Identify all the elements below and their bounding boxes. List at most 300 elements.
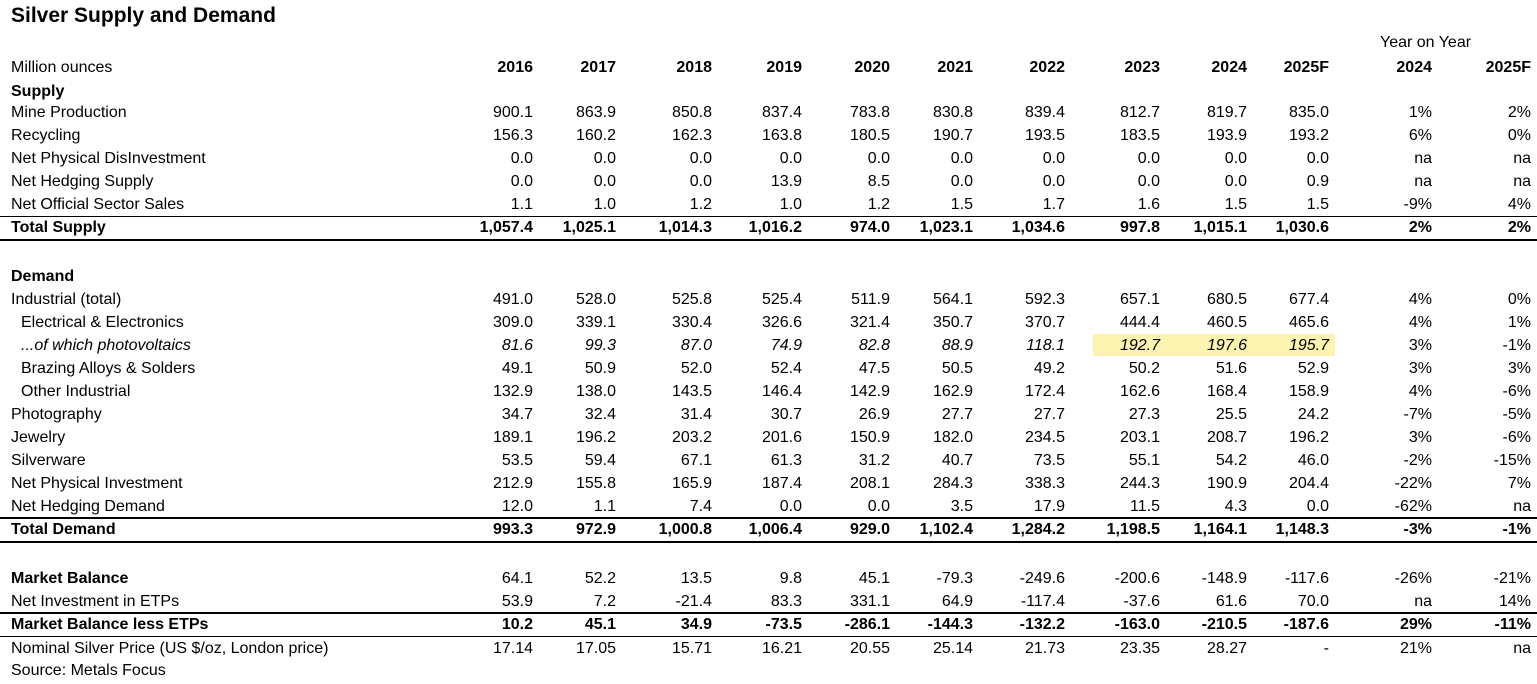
- row-label: Photography: [11, 406, 102, 423]
- table-cell: 32.4: [584, 406, 616, 423]
- yoy-cell: na: [1513, 173, 1531, 190]
- table-cell: 525.4: [761, 291, 802, 308]
- table-cell: 7.2: [593, 593, 616, 610]
- table-cell: 52.4: [770, 360, 802, 377]
- table-cell: 677.4: [1288, 291, 1329, 308]
- table-cell: 45.1: [584, 616, 616, 633]
- yoy-cell: -9%: [1403, 196, 1432, 213]
- table-cell: -144.3: [927, 616, 973, 633]
- table-cell: 331.1: [849, 593, 890, 610]
- table-cell: 74.9: [770, 337, 802, 354]
- table-cell: 52.2: [584, 570, 616, 587]
- table-cell: 0.0: [779, 150, 802, 167]
- yoy-cell: -22%: [1394, 475, 1432, 492]
- table-cell: 203.2: [671, 429, 712, 446]
- table-cell: 330.4: [671, 314, 712, 331]
- table-cell: 491.0: [492, 291, 533, 308]
- yoy-cell: 3%: [1408, 360, 1432, 377]
- yoy-cell: na: [1513, 150, 1531, 167]
- column-header-yoy: 2025F: [1485, 59, 1531, 76]
- row-label: Total Demand: [11, 521, 116, 538]
- table-cell: 155.8: [575, 475, 616, 492]
- table-cell: 835.0: [1288, 104, 1329, 121]
- table-cell: 193.9: [1206, 127, 1247, 144]
- table-cell: 143.5: [671, 383, 712, 400]
- yoy-cell: na: [1414, 593, 1432, 610]
- yoy-cell: -1%: [1502, 521, 1531, 538]
- yoy-cell: -2%: [1403, 452, 1432, 469]
- table-cell: 87.0: [680, 337, 712, 354]
- table-cell: 0.0: [1042, 173, 1065, 190]
- table-row-photography: [0, 403, 1537, 426]
- column-header-year: 2022: [1029, 59, 1065, 76]
- yoy-cell: 4%: [1408, 291, 1432, 308]
- table-cell: 26.9: [858, 406, 890, 423]
- table-cell: -117.4: [1020, 593, 1065, 610]
- table-cell: 52.0: [680, 360, 712, 377]
- table-cell: 993.3: [492, 521, 533, 538]
- table-cell: 17.05: [575, 640, 616, 657]
- table-row-net-investment-in-etps: [0, 590, 1537, 613]
- column-header-yoy: 2024: [1396, 59, 1432, 76]
- yoy-cell: na: [1414, 173, 1432, 190]
- table-cell: 284.3: [932, 475, 973, 492]
- table-cell: 162.9: [932, 383, 973, 400]
- table-cell: 900.1: [492, 104, 533, 121]
- table-row-nominal-silver-price-us-oz-london-price: [0, 637, 1537, 660]
- table-cell: 339.1: [575, 314, 616, 331]
- table-cell: 1.7: [1042, 196, 1065, 213]
- yoy-cell: -7%: [1403, 406, 1432, 423]
- column-header-year: 2018: [676, 59, 712, 76]
- table-cell: -210.5: [1201, 616, 1247, 633]
- table-row-supply: [0, 80, 1537, 103]
- yoy-cell: na: [1513, 498, 1531, 515]
- column-header-year: 2020: [854, 59, 890, 76]
- column-header-year: 2021: [937, 59, 973, 76]
- yoy-cell: 1%: [1507, 314, 1531, 331]
- row-label: Industrial (total): [11, 291, 122, 308]
- table-cell: 156.3: [492, 127, 533, 144]
- yoy-cell: 0%: [1507, 127, 1531, 144]
- table-cell: 370.7: [1024, 314, 1065, 331]
- row-label: Net Physical Investment: [11, 475, 183, 492]
- table-cell: -163.0: [1114, 616, 1160, 633]
- table-cell: 20.55: [849, 640, 890, 657]
- yoy-cell: 14%: [1498, 593, 1531, 610]
- table-cell: 929.0: [849, 521, 890, 538]
- yoy-cell: 6%: [1408, 127, 1432, 144]
- table-cell: 83.3: [770, 593, 802, 610]
- row-label: Supply: [11, 83, 65, 100]
- table-cell: 189.1: [492, 429, 533, 446]
- table-cell: 1,030.6: [1275, 219, 1329, 236]
- table-cell: 187.4: [761, 475, 802, 492]
- table-cell: 234.5: [1024, 429, 1065, 446]
- yoy-cell: 7%: [1507, 475, 1531, 492]
- table-cell: 45.1: [858, 570, 890, 587]
- yoy-cell: na: [1513, 640, 1531, 657]
- table-cell: 50.5: [941, 360, 973, 377]
- table-cell: 1,023.1: [919, 219, 973, 236]
- table-cell: 12.0: [501, 498, 533, 515]
- table-cell: 34.7: [501, 406, 533, 423]
- table-cell: 850.8: [671, 104, 712, 121]
- row-label: Other Industrial: [21, 383, 131, 400]
- table-cell: 190.7: [932, 127, 973, 144]
- table-cell: 88.9: [941, 337, 973, 354]
- table-cell: 165.9: [671, 475, 712, 492]
- header-row: [0, 56, 1537, 79]
- table-cell: 350.7: [932, 314, 973, 331]
- table-row-total-demand: [0, 518, 1537, 541]
- table-row-net-physical-investment: [0, 472, 1537, 495]
- yoy-cell: -21%: [1493, 570, 1531, 587]
- table-cell: 61.3: [770, 452, 802, 469]
- table-cell: 244.3: [1119, 475, 1160, 492]
- table-row-brazing-alloys-solders: [0, 357, 1537, 380]
- row-label: Net Hedging Demand: [11, 498, 165, 515]
- table-cell: 0.0: [510, 173, 533, 190]
- table-cell: -286.1: [844, 616, 890, 633]
- table-cell: 1.6: [1137, 196, 1160, 213]
- table-cell: 1,164.1: [1193, 521, 1247, 538]
- table-cell: 338.3: [1024, 475, 1065, 492]
- table-cell: 525.8: [671, 291, 712, 308]
- row-label: Silverware: [11, 452, 86, 469]
- table-cell: 73.5: [1033, 452, 1065, 469]
- table-cell: 680.5: [1206, 291, 1247, 308]
- table-cell: 0.0: [593, 150, 616, 167]
- table-cell: 70.0: [1297, 593, 1329, 610]
- table-cell: 1.0: [779, 196, 802, 213]
- table-cell: 326.6: [761, 314, 802, 331]
- table-cell: 64.1: [501, 570, 533, 587]
- yoy-cell: 3%: [1408, 337, 1432, 354]
- table-cell: 0.0: [689, 150, 712, 167]
- table-cell: 1,148.3: [1275, 521, 1329, 538]
- table-divider: [0, 216, 1537, 217]
- table-cell: 208.1: [849, 475, 890, 492]
- yoy-cell: 21%: [1399, 640, 1432, 657]
- table-cell: 1.2: [689, 196, 712, 213]
- table-cell: 0.0: [510, 150, 533, 167]
- table-cell: 0.0: [689, 173, 712, 190]
- table-cell: 1.2: [867, 196, 890, 213]
- column-header-year: 2016: [497, 59, 533, 76]
- table-cell: 183.5: [1119, 127, 1160, 144]
- table-row-electrical-electronics: [0, 311, 1537, 334]
- table-cell: 0.0: [1042, 150, 1065, 167]
- table-cell: -187.6: [1283, 616, 1329, 633]
- table-row-other-industrial: [0, 380, 1537, 403]
- table-row-market-balance: [0, 567, 1537, 590]
- table-cell: 47.5: [858, 360, 890, 377]
- table-cell: 15.71: [671, 640, 712, 657]
- yoy-cell: 2%: [1507, 104, 1531, 121]
- table-cell: 49.2: [1033, 360, 1065, 377]
- table-cell: 21.73: [1024, 640, 1065, 657]
- table-cell: 460.5: [1206, 314, 1247, 331]
- table-cell: 528.0: [575, 291, 616, 308]
- table-cell: 25.14: [932, 640, 973, 657]
- table-cell: 465.6: [1288, 314, 1329, 331]
- table-cell: 4.3: [1224, 498, 1247, 515]
- table-cell: -132.2: [1019, 616, 1065, 633]
- table-cell: 1,015.1: [1193, 219, 1247, 236]
- table-cell: 193.2: [1288, 127, 1329, 144]
- table-cell: 40.7: [941, 452, 973, 469]
- table-cell: 1.1: [593, 498, 616, 515]
- table-cell: 819.7: [1206, 104, 1247, 121]
- column-header-year: 2017: [580, 59, 616, 76]
- table-row-of-which-photovoltaics: [0, 334, 1537, 357]
- table-cell: 146.4: [761, 383, 802, 400]
- row-label: ...of which photovoltaics: [21, 337, 191, 354]
- row-label: Brazing Alloys & Solders: [21, 360, 196, 377]
- row-label: Market Balance: [11, 570, 129, 587]
- row-label: Net Investment in ETPs: [11, 593, 180, 610]
- row-label: Net Physical DisInvestment: [11, 150, 206, 167]
- table-cell: 1.5: [1224, 196, 1247, 213]
- yoy-cell: 29%: [1399, 616, 1432, 633]
- table-cell: -73.5: [765, 616, 802, 633]
- yoy-cell: 4%: [1507, 196, 1531, 213]
- table-cell: 13.5: [680, 570, 712, 587]
- row-label: Net Hedging Supply: [11, 173, 154, 190]
- table-cell: 99.3: [584, 337, 616, 354]
- table-cell: 82.8: [858, 337, 890, 354]
- table-cell: 180.5: [849, 127, 890, 144]
- table-cell: 34.9: [680, 616, 712, 633]
- yoy-cell: 4%: [1408, 314, 1432, 331]
- table-row-market-balance-less-etps: [0, 613, 1537, 636]
- table-row-silverware: [0, 449, 1537, 472]
- table-cell: 17.9: [1033, 498, 1065, 515]
- yoy-cell: 4%: [1408, 383, 1432, 400]
- table-cell: 54.2: [1215, 452, 1247, 469]
- yoy-cell: -11%: [1494, 616, 1531, 633]
- table-cell: 863.9: [575, 104, 616, 121]
- table-cell: 162.3: [671, 127, 712, 144]
- table-cell: 0.0: [1137, 150, 1160, 167]
- table-cell: -200.6: [1114, 570, 1160, 587]
- table-cell: 0.0: [779, 498, 802, 515]
- table-divider: [0, 517, 1537, 519]
- table-row-net-physical-disinvestment: [0, 147, 1537, 170]
- table-cell: 1,000.8: [658, 521, 712, 538]
- yoy-cell: 0%: [1507, 291, 1531, 308]
- table-cell: 150.9: [849, 429, 890, 446]
- table-cell: -: [1323, 640, 1329, 657]
- table-cell: 50.2: [1128, 360, 1160, 377]
- table-row-total-supply: [0, 216, 1537, 239]
- table-cell: 1.5: [1306, 196, 1329, 213]
- yoy-cell: 3%: [1408, 429, 1432, 446]
- table-cell: 52.9: [1297, 360, 1329, 377]
- table-cell: 972.9: [575, 521, 616, 538]
- yoy-cell: -26%: [1394, 570, 1432, 587]
- source-note: Source: Metals Focus: [11, 662, 166, 679]
- table-cell: 28.27: [1206, 640, 1247, 657]
- table-cell: 27.7: [1033, 406, 1065, 423]
- table-cell: 24.2: [1297, 406, 1329, 423]
- table-cell: 1.5: [950, 196, 973, 213]
- table-cell: 16.21: [761, 640, 802, 657]
- table-cell: 172.4: [1024, 383, 1065, 400]
- yoy-cell: na: [1414, 150, 1432, 167]
- table-cell: 0.9: [1306, 173, 1329, 190]
- yoy-cell: -1%: [1502, 337, 1531, 354]
- table-cell: 197.6: [1206, 337, 1247, 354]
- table-cell: 657.1: [1119, 291, 1160, 308]
- table-cell: 1,034.6: [1011, 219, 1065, 236]
- table-cell: 3.5: [950, 498, 973, 515]
- row-label: Market Balance less ETPs: [11, 616, 209, 633]
- table-cell: 160.2: [575, 127, 616, 144]
- table-row-jewelry: [0, 426, 1537, 449]
- yoy-cell: -5%: [1502, 406, 1531, 423]
- table-cell: 17.14: [492, 640, 533, 657]
- table-cell: 997.8: [1119, 219, 1160, 236]
- table-cell: 190.9: [1206, 475, 1247, 492]
- row-label: Net Official Sector Sales: [11, 196, 185, 213]
- table-cell: -148.9: [1201, 570, 1247, 587]
- table-cell: 0.0: [867, 498, 890, 515]
- table-cell: 49.1: [501, 360, 533, 377]
- table-cell: 0.0: [1306, 498, 1329, 515]
- table-cell: 182.0: [932, 429, 973, 446]
- table-cell: 53.9: [501, 593, 533, 610]
- table-cell: 1,006.4: [748, 521, 802, 538]
- table-cell: 208.7: [1206, 429, 1247, 446]
- yoy-cell: -15%: [1493, 452, 1531, 469]
- table-cell: 53.5: [501, 452, 533, 469]
- column-header-year: 2025F: [1283, 59, 1329, 76]
- table-cell: 162.6: [1119, 383, 1160, 400]
- table-cell: 1,102.4: [919, 521, 973, 538]
- row-label: Demand: [11, 268, 75, 285]
- table-cell: -79.3: [936, 570, 973, 587]
- table-cell: 974.0: [849, 219, 890, 236]
- table-cell: 27.7: [941, 406, 973, 423]
- table-cell: 203.1: [1119, 429, 1160, 446]
- yoy-cell: 2%: [1408, 219, 1432, 236]
- table-row-net-hedging-demand: [0, 495, 1537, 518]
- table-cell: 168.4: [1206, 383, 1247, 400]
- row-label: Total Supply: [11, 219, 106, 236]
- table-cell: 13.9: [770, 173, 802, 190]
- table-row-recycling: [0, 124, 1537, 147]
- column-header-year: 2019: [766, 59, 802, 76]
- table-divider: [0, 636, 1537, 637]
- table-row-net-hedging-supply: [0, 170, 1537, 193]
- yoy-cell: -3%: [1403, 521, 1432, 538]
- table-cell: 25.5: [1215, 406, 1247, 423]
- row-label: Recycling: [11, 127, 81, 144]
- table-cell: 0.0: [1306, 150, 1329, 167]
- table-cell: 564.1: [932, 291, 973, 308]
- table-cell: 195.7: [1288, 337, 1329, 354]
- table-cell: 11.5: [1130, 498, 1160, 515]
- table-cell: 812.7: [1119, 104, 1160, 121]
- table-cell: -117.6: [1284, 570, 1329, 587]
- table-cell: 10.2: [501, 616, 533, 633]
- table-cell: 196.2: [575, 429, 616, 446]
- table-cell: 321.4: [849, 314, 890, 331]
- table-cell: 839.4: [1024, 104, 1065, 121]
- table-cell: 1,198.5: [1106, 521, 1160, 538]
- yoy-cell: 1%: [1408, 104, 1432, 121]
- table-divider: [0, 541, 1537, 543]
- table-cell: 1,025.1: [562, 219, 616, 236]
- table-cell: 23.35: [1119, 640, 1160, 657]
- table-cell: 59.4: [584, 452, 616, 469]
- units-label: Million ounces: [11, 59, 113, 76]
- table-cell: -249.6: [1019, 570, 1065, 587]
- table-cell: 0.0: [950, 173, 973, 190]
- row-label: Nominal Silver Price (US $/oz, London price): [11, 640, 329, 657]
- table-cell: 163.8: [761, 127, 802, 144]
- table-cell: -21.4: [675, 593, 712, 610]
- table-cell: 138.0: [575, 383, 616, 400]
- table-cell: 1,057.4: [479, 219, 533, 236]
- row-label: Jewelry: [11, 429, 66, 446]
- table-cell: 50.9: [584, 360, 616, 377]
- table-cell: 1.0: [593, 196, 616, 213]
- table-cell: 830.8: [932, 104, 973, 121]
- table-row-industrial-total: [0, 288, 1537, 311]
- table-cell: 46.0: [1297, 452, 1329, 469]
- table-cell: 9.8: [779, 570, 802, 587]
- table-row-demand: [0, 265, 1537, 288]
- table-cell: 31.4: [680, 406, 712, 423]
- table-cell: 67.1: [680, 452, 712, 469]
- table-divider: [0, 612, 1537, 614]
- table-cell: 592.3: [1024, 291, 1065, 308]
- table-cell: 511.9: [851, 291, 890, 308]
- table-cell: 158.9: [1288, 383, 1329, 400]
- table-cell: 132.9: [492, 383, 533, 400]
- table-cell: 0.0: [593, 173, 616, 190]
- table-cell: 55.1: [1128, 452, 1160, 469]
- column-header-year: 2023: [1124, 59, 1160, 76]
- table-cell: 118.1: [1026, 337, 1065, 354]
- table-cell: 0.0: [867, 150, 890, 167]
- table-cell: 1,284.2: [1011, 521, 1065, 538]
- yoy-cell: 3%: [1507, 360, 1531, 377]
- year-on-year-label: Year on Year: [1380, 34, 1472, 51]
- row-label: Mine Production: [11, 104, 127, 121]
- table-cell: 27.3: [1128, 406, 1160, 423]
- table-cell: 444.4: [1119, 314, 1160, 331]
- table-cell: 0.0: [950, 150, 973, 167]
- table-cell: 0.0: [1224, 173, 1247, 190]
- table-cell: 193.5: [1024, 127, 1065, 144]
- table-cell: 1,016.2: [748, 219, 802, 236]
- table-divider: [0, 239, 1537, 241]
- table-cell: 196.2: [1288, 429, 1329, 446]
- table-cell: 837.4: [761, 104, 802, 121]
- table-cell: 81.6: [501, 337, 533, 354]
- table-cell: 1,014.3: [658, 219, 712, 236]
- yoy-cell: -62%: [1394, 498, 1432, 515]
- table-row-net-official-sector-sales: [0, 193, 1537, 216]
- table-cell: 192.7: [1119, 337, 1160, 354]
- table-cell: 7.4: [689, 498, 712, 515]
- table-cell: 783.8: [849, 104, 890, 121]
- row-label: Electrical & Electronics: [21, 314, 184, 331]
